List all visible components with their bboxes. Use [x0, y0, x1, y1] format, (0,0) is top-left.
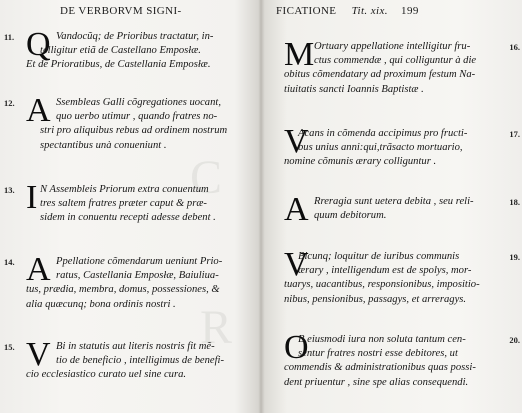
- text-line: ærary , intelligendum est de spolys, mor-: [298, 265, 472, 277]
- text-line: dent priuentur , sine spe alias consequendi.: [284, 376, 469, 388]
- drop-initial: O: [284, 329, 309, 366]
- entry-number: 13.: [4, 185, 15, 195]
- drop-initial: A: [26, 92, 51, 129]
- entry-19: [276, 246, 522, 322]
- text-line: ctus commendæ , qui colliguntur à die: [314, 55, 477, 67]
- entry-text: [26, 26, 246, 73]
- entry-16: [276, 36, 522, 112]
- entry-number: 17.: [509, 129, 520, 139]
- text-line: Rreragia sunt uetera debita , seu reli-: [314, 196, 474, 207]
- text-line: tuarys, uacantibus, responsionibus, impositio-: [284, 279, 480, 291]
- entry-number: 20.: [509, 335, 520, 345]
- drop-initial: V: [284, 123, 309, 160]
- entry-12: [4, 92, 252, 168]
- text-line: sidem in conuentu recepti adesse debent .: [40, 212, 216, 224]
- entry-text: [284, 123, 496, 170]
- entry-text: [26, 336, 246, 383]
- text-line: tiuitatis sancti Ioannis Baptistæ .: [284, 83, 424, 95]
- text-line: telligitur etiã de Castellano Emposłæ.: [40, 45, 201, 57]
- drop-initial: I: [26, 179, 38, 216]
- text-line: Ortuary appellatione intelligitur fru-: [314, 41, 471, 52]
- page-number: 199: [401, 5, 419, 17]
- entry-14: [4, 251, 252, 327]
- right-page: [262, 0, 522, 413]
- entry-18: [276, 191, 522, 235]
- drop-initial: V: [284, 246, 309, 283]
- entry-number: 19.: [509, 252, 520, 262]
- drop-initial: A: [26, 251, 51, 288]
- text-line: nibus, pensionibus, passagys, et arreragys.: [284, 293, 467, 305]
- text-line: stri pro aliquibus rebus ad ordinem nostrum: [40, 125, 228, 137]
- entry-text: [284, 246, 496, 307]
- entry-text: [26, 92, 246, 153]
- entry-number: 11.: [4, 32, 15, 42]
- entry-number: 14.: [4, 257, 15, 267]
- text-line: Bicunq; loquitur de iuribus communis: [298, 251, 460, 262]
- entry-number: 18.: [509, 197, 520, 207]
- drop-initial: A: [284, 191, 309, 228]
- text-line: tus, prædia, membra, domus, possessiones, &: [26, 284, 220, 296]
- drop-initial: Q: [26, 26, 51, 63]
- running-head-text: DE VERBORVM SIGNI-: [60, 5, 182, 17]
- show-through-ghost: C: [190, 151, 223, 204]
- running-head-right: [276, 5, 419, 17]
- text-line: cio ecclesiastico curato uel sine cura.: [26, 369, 187, 381]
- text-line: quo uerbo utimur , quando fratres no-: [56, 111, 218, 123]
- text-line: sentur fratres nostri esse debitores, ut: [298, 348, 458, 360]
- entry-number: 15.: [4, 342, 15, 352]
- folio-label: Tit. xix.: [351, 5, 388, 17]
- text-line: alia quæcunq; bona ordinis nostri .: [26, 298, 176, 310]
- running-head-left: [60, 5, 182, 17]
- text-line: Et de Prioratibus, de Castellania Emposłæ.: [26, 59, 211, 71]
- entry-15: [4, 336, 252, 398]
- text-line: Ssembleas Galli cõgregationes uocant,: [56, 97, 221, 108]
- text-line: Ppellatione cõmendarum ueniunt Prio-: [56, 256, 223, 267]
- text-line: spectantibus unà conueniunt .: [40, 139, 167, 151]
- entry-number: 12.: [4, 98, 15, 108]
- text-line: tres saltem fratres præter caput & præ-: [40, 198, 207, 210]
- entry-20: [276, 329, 522, 405]
- text-line: quum debitorum.: [314, 210, 387, 222]
- entry-text: [26, 251, 246, 312]
- entry-13: [4, 179, 252, 241]
- entry-text: [284, 191, 496, 228]
- entry-text: [284, 329, 496, 390]
- text-line: Acans in cõmenda accipimus pro fructi-: [298, 128, 468, 139]
- left-page: [0, 0, 258, 413]
- text-line: commendis & administrationibus quas possi-: [284, 362, 476, 374]
- entry-text: [26, 179, 246, 226]
- text-line: ratus, Castellania Emposłæ, Baiuliua-: [56, 270, 219, 282]
- entry-number: 16.: [509, 42, 520, 52]
- running-head-text: FICATIONE: [276, 5, 337, 17]
- show-through-ghost: R: [200, 301, 233, 354]
- text-line: tio de beneficio , intelligimus de benefi-: [56, 355, 224, 367]
- text-line: N Assembleis Priorum extra conuentum: [40, 184, 209, 195]
- text-line: obitus cõmendatary ad proximum festum Na-: [284, 69, 476, 81]
- entry-text: [284, 36, 496, 97]
- text-line: bus unius anni:qui,trãsacto mortuario,: [298, 142, 463, 154]
- entry-11: [4, 26, 252, 88]
- text-line: Bi in statutis aut literis nostris fit mẽ-: [56, 341, 215, 352]
- drop-initial: V: [26, 336, 51, 373]
- text-line: Vandocũq; de Prioribus tractatur, in-: [56, 31, 214, 42]
- text-line: B eiusmodi iura non soluta tantum cen-: [298, 334, 466, 345]
- text-line: nomine cõmunis ærary colliguntur .: [284, 156, 437, 168]
- entry-17: [276, 123, 522, 185]
- drop-initial: M: [284, 36, 315, 73]
